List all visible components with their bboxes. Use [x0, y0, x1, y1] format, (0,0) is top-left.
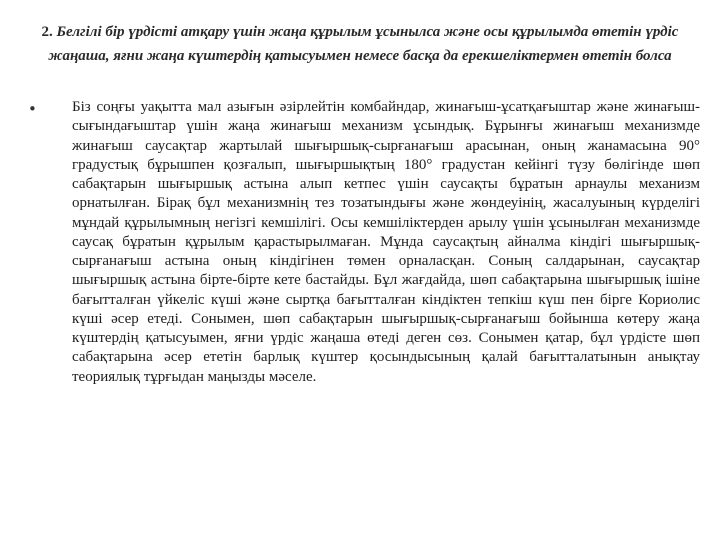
heading-text: Белгілі бір үрдісті атқару үшін жаңа құрылым ұсынылса және осы құрылымда өтетін үрдіс жаңаша, яғни жаңа күштердің қатысуымен немесе басқа да ерекшеліктермен өтетін болса	[48, 24, 679, 64]
slide-heading	[30, 20, 690, 68]
bullet-icon: •	[28, 100, 37, 118]
heading-number: 2.	[41, 24, 53, 40]
bullet-paragraph: Біз соңғы уақытта мал азығын әзірлейтін комбайндар, жинағыш-ұсатқағыштар және жинағыш-сығындағыштар үшін жаңа жинағыш механизм ұсындық. Бұрынғы жинағыш механизмде жинағыш саусақтар жартылай шығыршық-сырғанағыш арасынан, оның жанамасына 90° градустық бұрышпен қозғалып, шығыршықтың 180° градустан кейінгі түзу бөлігінде шөп сабақтарын шығыршық астына алып кетпес үшін саусақты бұратын арнаулы механизм орнатылған. Бірақ бұл механизмнің тез тозатындығы және жөндеуінің, жасалуының күрделігі мұндай құрылымның негізгі кемшілігі. Осы кемшіліктерден арылу үшін ұсынылған механизмде саусақ бұратын құрылым қарастырылмаған. Мұнда саусақтың айналма кіндігі шығыршық-сырғанағыш астына оның кіндігінен төмен орналасқан. Соның салдарынан, саусақтар шығыршық астына бірте-бірте кете бастайды. Бұл жағдайда, шөп сабақтарына шығыршық ішіне бағытталған үйкеліс күші және сыртқа бағытталған кіндіктен тепкіш күш пен бірге Кориолис күші әсер етеді. Сонымен, шөп сабақтарын шығыршық-сырғанағыш бойынша көтеру жаңа күштердің қатысуымен, яғни үрдіс жаңаша өтеді деген сөз. Сонымен қатар, бұл үрдісте шөп сабақтарына әсер ететін барлық күштер қосындысының қалай бағытталатынын анықтау теориялық тұрғыдан маңызды мәселе.	[72, 99, 700, 385]
